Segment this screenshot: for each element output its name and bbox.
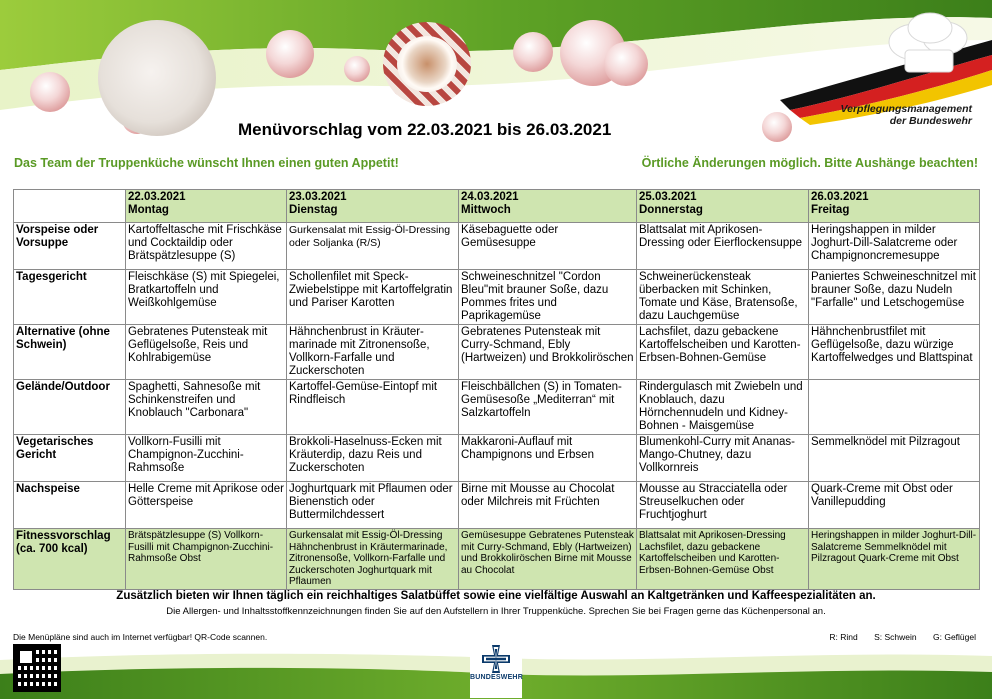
menu-cell: Mousse au Stracciatella oder Streuselkuchen oder Fruchtjoghurt xyxy=(637,482,809,529)
qr-note: Die Menüpläne sind auch im Internet verfügbar! QR-Code scannen. xyxy=(13,632,268,642)
day-name: Mittwoch xyxy=(461,204,511,216)
day-name: Donnerstag xyxy=(639,204,703,216)
day-header xyxy=(637,190,809,223)
row-label: Vegetarisches Gericht xyxy=(14,435,126,482)
menu-cell: Joghurtquark mit Pflaumen oder Bienenstich oder Buttermilchdessert xyxy=(287,482,459,529)
menu-cell: Kartoffeltasche mit Frischkäse und Cocktaildip oder Brätspätzlesuppe (S) xyxy=(126,223,287,270)
info-salad-buffet: Zusätzlich bieten wir Ihnen täglich ein reichhaltiges Salatbüffet sowie eine vielfältige Auswahl an Kaltgetränken und Kaffeespezialitäten an. xyxy=(116,590,876,602)
day-name: Freitag xyxy=(811,204,850,216)
bundeswehr-logo xyxy=(470,642,522,698)
menu-cell: Kartoffel-Gemüse-Eintopf mit Rindfleisch xyxy=(287,380,459,435)
decor-bubble xyxy=(344,56,370,82)
row-label: Fitnessvorschlag (ca. 700 kcal) xyxy=(14,529,126,590)
menu-cell: Gebratenes Putensteak mit Geflügelsoße, Reis und Kohlrabigemüse xyxy=(126,325,287,380)
iron-cross-icon xyxy=(481,644,511,674)
menu-cell: Käsebaguette oder Gemüsesuppe xyxy=(459,223,637,270)
table-row xyxy=(14,435,980,482)
day-header xyxy=(809,190,980,223)
day-header xyxy=(459,190,637,223)
fitness-row xyxy=(14,529,980,590)
menu-cell: Paniertes Schweineschnitzel mit brauner Soße, dazu Nudeln "Farfalle" und Letschogemüse xyxy=(809,270,980,325)
tagline-left: Das Team der Truppenküche wünscht Ihnen einen guten Appetit! xyxy=(14,156,399,170)
table-header-row xyxy=(14,190,980,223)
brand-line-2: der Bundeswehr xyxy=(889,115,972,127)
row-label: Vorspeise oder Vorsuppe xyxy=(14,223,126,270)
menu-cell: Gurkensalat mit Essig-Öl-Dressing oder Soljanka (R/S) xyxy=(287,223,459,270)
day-name: Montag xyxy=(128,204,169,216)
menu-cell: Heringshappen in milder Joghurt-Dill-Salatcreme oder Champignoncremesuppe xyxy=(809,223,980,270)
table-row xyxy=(14,380,980,435)
decor-bubble xyxy=(604,42,648,86)
fitness-cell: Brätspätzlesuppe (S) Vollkorn-Fusilli mit Champignon-Zucchini-Rahmsoße Obst xyxy=(126,529,287,590)
day-date: 26.03.2021 xyxy=(811,191,869,203)
menu-cell: Quark-Creme mit Obst oder Vanillepudding xyxy=(809,482,980,529)
decor-bubble xyxy=(513,32,553,72)
menu-cell: Helle Creme mit Aprikose oder Götterspeise xyxy=(126,482,287,529)
brand-line-1: Verpflegungsmanagement xyxy=(840,103,972,115)
decor-bubble xyxy=(266,30,314,78)
menu-cell: Lachsfilet, dazu gebackene Kartoffelscheiben und Karotten-Erbsen-Bohnen-Gemüse xyxy=(637,325,809,380)
row-label: Nachspeise xyxy=(14,482,126,529)
info-allergens: Die Allergen- und Inhaltsstoffkennzeichnungen finden Sie auf den Aufstellern in Ihrer Truppenküche. Sprechen Sie bei Fragen gerne das Küchenpersonal an. xyxy=(166,606,826,617)
fitness-cell: Gurkensalat mit Essig-Öl-Dressing Hähnchenbrust in Kräutermarinade, Zitronensoße, Vollkorn-Farfalle und Zuckerschoten Joghurtquark mit Pflaumen xyxy=(287,529,459,590)
bundeswehr-logo-text: BUNDESWEHR xyxy=(470,674,523,681)
menu-cell: Spaghetti, Sahnesoße mit Schinkenstreifen und Knoblauch "Carbonara" xyxy=(126,380,287,435)
menu-cell: Fleischkäse (S) mit Spiegelei, Bratkartoffeln und Weißkohlgemüse xyxy=(126,270,287,325)
food-photo-plate xyxy=(98,20,216,136)
table-row xyxy=(14,482,980,529)
menu-cell: Fleischbällchen (S) in Tomaten-Gemüsesoße „Mediterran“ mit Salzkartoffeln xyxy=(459,380,637,435)
menu-cell: Schweineschnitzel "Cordon Bleu"mit brauner Soße, dazu Pommes frites und Paprikagemüse xyxy=(459,270,637,325)
menu-cell: Blumenkohl-Curry mit Ananas-Mango-Chutney, dazu Vollkornreis xyxy=(637,435,809,482)
menu-cell xyxy=(809,380,980,435)
fitness-cell: Heringshappen in milder Joghurt-Dill-Salatcreme Semmelknödel mit Pilzragout Quark-Creme mit Obst xyxy=(809,529,980,590)
row-label: Tagesgericht xyxy=(14,270,126,325)
menu-cell: Makkaroni-Auflauf mit Champignons und Erbsen xyxy=(459,435,637,482)
menu-cell: Rindergulasch mit Zwiebeln und Knoblauch, dazu Hörnchennudeln und Kidney-Bohnen - Maisgemüse xyxy=(637,380,809,435)
row-label: Alternative (ohne Schwein) xyxy=(14,325,126,380)
fitness-cell: Gemüsesuppe Gebratenes Putensteak mit Curry-Schmand, Ebly (Hartweizen) und Brokkoliröschen Birne mit Mousse au Chocolat xyxy=(459,529,637,590)
menu-table xyxy=(13,189,980,590)
brand-logo-text xyxy=(841,103,972,127)
menu-cell: Schollenfilet mit Speck-Zwiebelstippe mit Kartoffelgratin und Pariser Karotten xyxy=(287,270,459,325)
table-row xyxy=(14,325,980,380)
day-date: 24.03.2021 xyxy=(461,191,519,203)
page-title: Menüvorschlag vom 22.03.2021 bis 26.03.2021 xyxy=(238,120,612,139)
table-row xyxy=(14,223,980,270)
row-label: Gelände/Outdoor xyxy=(14,380,126,435)
day-header xyxy=(287,190,459,223)
tagline-right: Örtliche Änderungen möglich. Bitte Aushänge beachten! xyxy=(641,156,978,170)
menu-cell: Brokkoli-Haselnuss-Ecken mit Kräuterdip, dazu Reis und Zuckerschoten xyxy=(287,435,459,482)
menu-cell: Vollkorn-Fusilli mit Champignon-Zucchini-Rahmsoße xyxy=(126,435,287,482)
fitness-cell: Blattsalat mit Aprikosen-Dressing Lachsfilet, dazu gebackene Kartoffelscheiben und Karotten-Erbsen-Bohnen-Gemüse Obst xyxy=(637,529,809,590)
food-photo-coffee xyxy=(383,22,471,106)
menu-cell: Hähnchenbrust in Kräuter-marinade mit Zitronensoße, Vollkorn-Farfalle und Zuckerschoten xyxy=(287,325,459,380)
coffee-cup-icon xyxy=(397,36,457,92)
legend-rind: R: Rind xyxy=(829,632,858,642)
menu-cell: Birne mit Mousse au Chocolat oder Milchreis mit Früchten xyxy=(459,482,637,529)
day-name: Dienstag xyxy=(289,204,338,216)
header-corner xyxy=(14,190,126,223)
table-row xyxy=(14,270,980,325)
menu-cell: Schweinerückensteak überbacken mit Schinken, Tomate und Käse, Bratensoße, dazu Lauchgemüse xyxy=(637,270,809,325)
menu-cell: Blattsalat mit Aprikosen-Dressing oder Eierflockensuppe xyxy=(637,223,809,270)
decor-bubble xyxy=(30,72,70,112)
day-date: 22.03.2021 xyxy=(128,191,186,203)
decor-bubble xyxy=(762,112,792,142)
menu-cell: Semmelknödel mit Pilzragout xyxy=(809,435,980,482)
legend-schwein: S: Schwein xyxy=(874,632,917,642)
day-date: 25.03.2021 xyxy=(639,191,697,203)
menu-cell: Hähnchenbrustfilet mit Geflügelsoße, dazu würzige Kartoffelwedges und Blattspinat xyxy=(809,325,980,380)
day-date: 23.03.2021 xyxy=(289,191,347,203)
menu-cell: Gebratenes Putensteak mit Curry-Schmand, Ebly (Hartweizen) und Brokkoliröschen xyxy=(459,325,637,380)
qr-code[interactable] xyxy=(13,644,61,692)
day-header xyxy=(126,190,287,223)
legend-gefluegel: G: Geflügel xyxy=(933,632,976,642)
